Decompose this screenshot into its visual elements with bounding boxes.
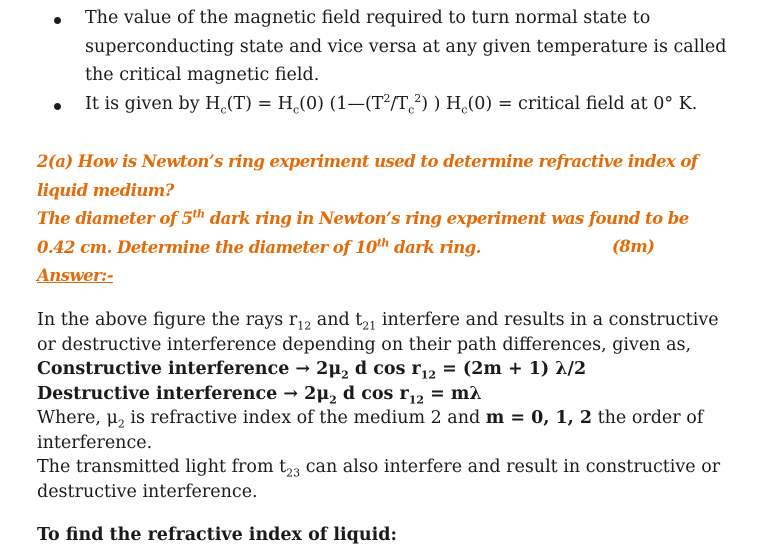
body-line: or destructive interference depending on their path differences, given as, — [37, 334, 692, 355]
formula-line: It is given by $H_c(T) = H_c(0)$ ($1—(T^2/T_c^2)$ ) $H_c(0)$ = critical field at 0° K. — [85, 92, 698, 117]
section-heading: To find the refractive index of liquid: — [37, 525, 397, 545]
question-line: liquid medium? — [37, 180, 174, 200]
bullet-critical-field-definition — [60, 4, 750, 90]
problem-line: 0.42 cm. Determine the diameter of 10th dark ring. — [37, 236, 481, 257]
bullet-line: The value of the magnetic field required to turn normal state to — [85, 8, 651, 28]
body-line: The transmitted light from $t_{23}$ can also interfere and result in constructive or — [37, 457, 721, 480]
question-line: 2(a) How is Newton’s ring experiment used to determine refractive index of — [37, 152, 698, 171]
problem-line: The diameter of 5th dark ring in Newton’s ring experiment was found to be — [37, 207, 689, 228]
destructive-equation: Destructive interference → $2\mu_2$ d $\cos r_{12} = m\lambda$ — [37, 383, 482, 406]
body-line: Where, $\mu_2$ is refractive index of the medium 2 and m = 0, 1, 2 the order of — [37, 408, 704, 431]
bullet-line: superconducting state and vice versa at any given temperature is called — [85, 36, 727, 57]
bullet-dot-icon — [54, 103, 61, 110]
answer-label: Answer:- — [37, 266, 114, 285]
body-line: interference. — [37, 432, 153, 453]
bullet-critical-field-formula — [60, 90, 750, 119]
bullet-line: the critical magnetic field. — [85, 65, 320, 85]
answer-body — [37, 308, 752, 504]
constructive-equation: Constructive interference → $2\mu_2$ d $\cos r_{12} = (2m + 1)$ λ/2 — [37, 359, 587, 382]
body-line: In the above figure the rays $r_{12}$ and $t_{21}$ interfere and results in a constructive — [37, 310, 719, 333]
question-text — [37, 148, 752, 205]
body-line: destructive interference. — [37, 481, 258, 502]
marks-label: (8m) — [612, 237, 655, 256]
bullet-dot-icon — [54, 17, 61, 24]
